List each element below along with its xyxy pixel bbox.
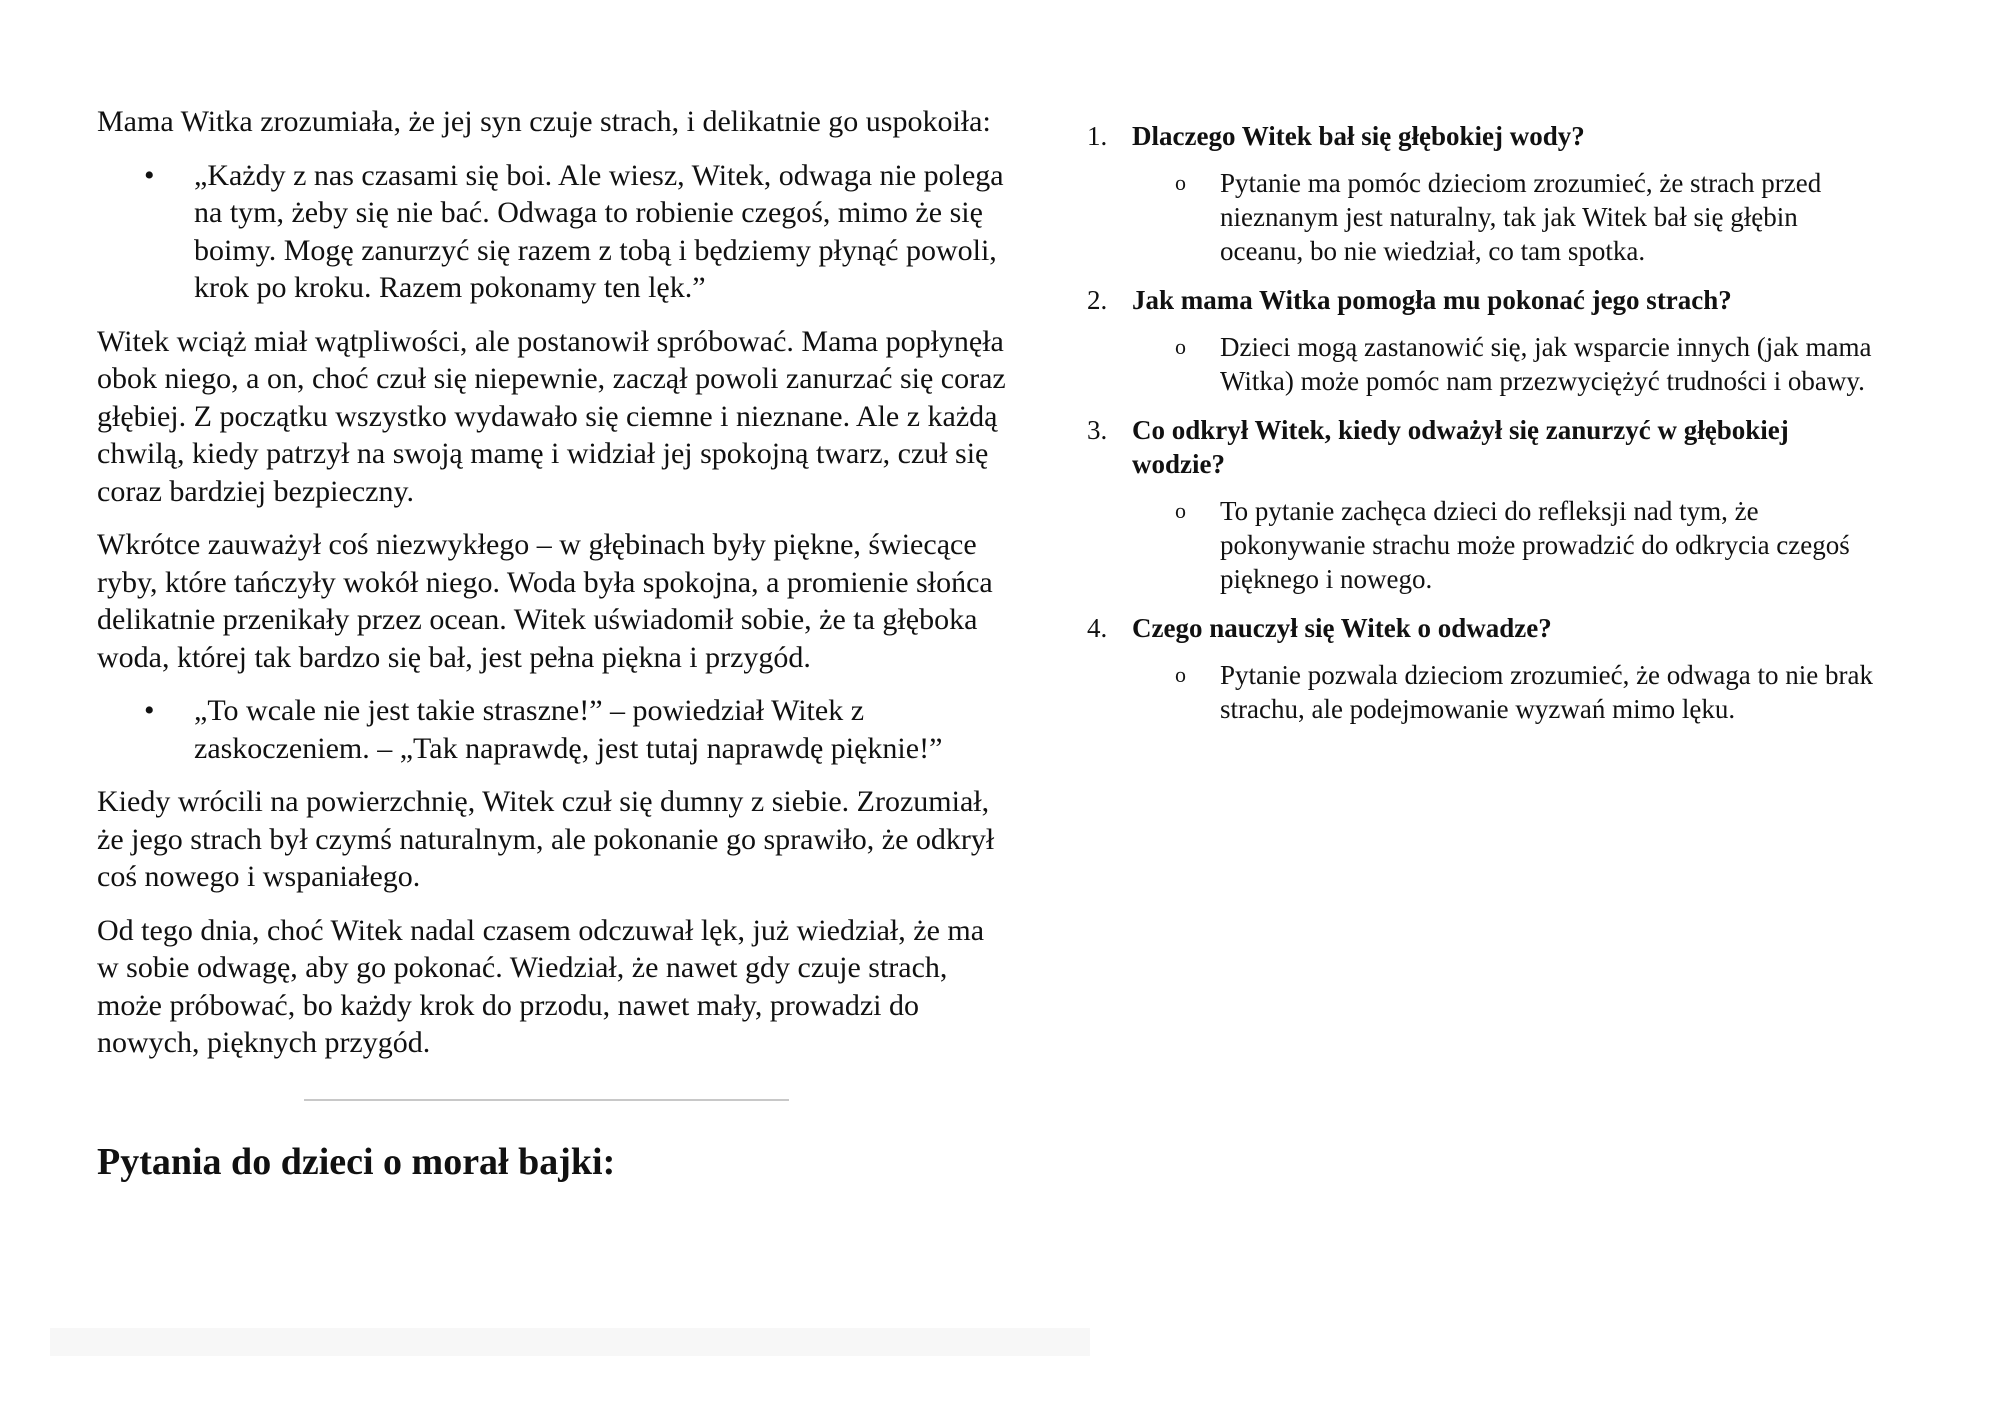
question-explanation: Dzieci mogą zastanowić się, jak wsparcie innych (jak mama Witka) może pomóc nam przezwyciężyć trudności i obawy. (1220, 332, 1872, 396)
story-column (97, 103, 1007, 1185)
story-paragraph: Od tego dnia, choć Witek nadal czasem odczuwał lęk, już wiedział, że ma w sobie odwagę, aby go pokonać. Wiedział, że nawet gdy czuje strach, może próbować, bo każdy krok do przodu, nawet mały, prowadzi do nowych, pięknych przygód. (97, 913, 985, 1059)
question-number: 1. (1087, 121, 1108, 151)
question-item (1087, 283, 1887, 398)
question-explanation: Pytanie ma pomóc dzieciom zrozumieć, że strach przed nieznanym jest naturalny, tak jak Witek bał się głębin oceanu, bo nie wiedział, co tam spotka. (1220, 168, 1822, 266)
questions-column (1087, 119, 1887, 741)
question-explanation-item (1132, 330, 1887, 398)
question-item (1087, 119, 1887, 268)
question-explanation: Pytanie pozwala dzieciom zrozumieć, że odwaga to nie brak strachu, ale podejmowanie wyzwań mimo lęku. (1220, 660, 1873, 724)
question-text: Jak mama Witka pomogła mu pokonać jego strach? (1132, 285, 1732, 315)
section-title: Pytania do dzieci o morał bajki: (97, 1140, 616, 1183)
question-text: Dlaczego Witek bał się głębokiej wody? (1132, 121, 1585, 151)
story-paragraph: Witek wciąż miał wątpliwości, ale postanowił spróbować. Mama popłynęła obok niego, a on, choć czuł się niepewnie, zaczął powoli zanurzać się coraz głębiej. Z początku wszystko wydawało się ciemne i nieznane. Ale z każdą chwilą, kiedy patrzył na swoją mamę i widział jej spokojną twarz, czuł się coraz bardziej bezpieczny. (97, 324, 1006, 508)
page-edge-shadow (50, 1328, 1090, 1356)
circle-bullet-icon: o (1175, 334, 1186, 359)
question-number: 3. (1087, 415, 1108, 445)
question-number: 4. (1087, 613, 1108, 643)
story-paragraph: Mama Witka zrozumiała, że jej syn czuje strach, i delikatnie go uspokoiła: (97, 105, 991, 138)
question-item (1087, 611, 1887, 726)
story-paragraph: Kiedy wrócili na powierzchnię, Witek czuł się dumny z siebie. Zrozumiał, że jego strach był czymś naturalnym, ale pokonanie go sprawiło, że odkrył coś nowego i wspaniałego. (97, 785, 995, 893)
question-text: Czego nauczył się Witek o odwadze? (1132, 613, 1552, 643)
question-explanation-item (1132, 658, 1887, 726)
quote-bullet-list (97, 157, 1007, 307)
question-item (1087, 413, 1887, 596)
question-explanation-item (1132, 494, 1887, 596)
circle-bullet-icon: o (1175, 170, 1186, 195)
question-number: 2. (1087, 285, 1108, 315)
circle-bullet-icon: o (1175, 662, 1186, 687)
question-explanation-item (1132, 166, 1887, 268)
horizontal-divider (304, 1099, 789, 1101)
question-explanation: To pytanie zachęca dzieci do refleksji nad tym, że pokonywanie strachu może prowadzić do odkrycia czegoś pięknego i nowego. (1220, 496, 1850, 594)
quote-bullet-item: • „Każdy z nas czasami się boi. Ale wiesz, Witek, odwaga nie polega na tym, żeby się nie bać. Odwaga to robienie czegoś, mimo że się boimy. Mogę zanurzyć się razem z tobą i będziemy płynąć powoli, krok po kroku. Razem pokonamy ten lęk.” (194, 157, 1007, 307)
quote-bullet-item: • „To wcale nie jest takie straszne!” – powiedział Witek z zaskoczeniem. – „Tak naprawdę, jest tutaj naprawdę pięknie!” (194, 692, 1007, 767)
circle-bullet-icon: o (1175, 498, 1186, 523)
question-text: Co odkrył Witek, kiedy odważył się zanurzyć w głębokiej wodzie? (1132, 415, 1789, 479)
quote-bullet-list (97, 692, 1007, 767)
story-paragraph: Wkrótce zauważył coś niezwykłego – w głębinach były piękne, świecące ryby, które tańczyły wokół niego. Woda była spokojna, a promienie słońca delikatnie przenikały przez ocean. Witek uświadomił sobie, że ta głęboka woda, której tak bardzo się bał, jest pełna piękna i przygód. (97, 528, 993, 674)
